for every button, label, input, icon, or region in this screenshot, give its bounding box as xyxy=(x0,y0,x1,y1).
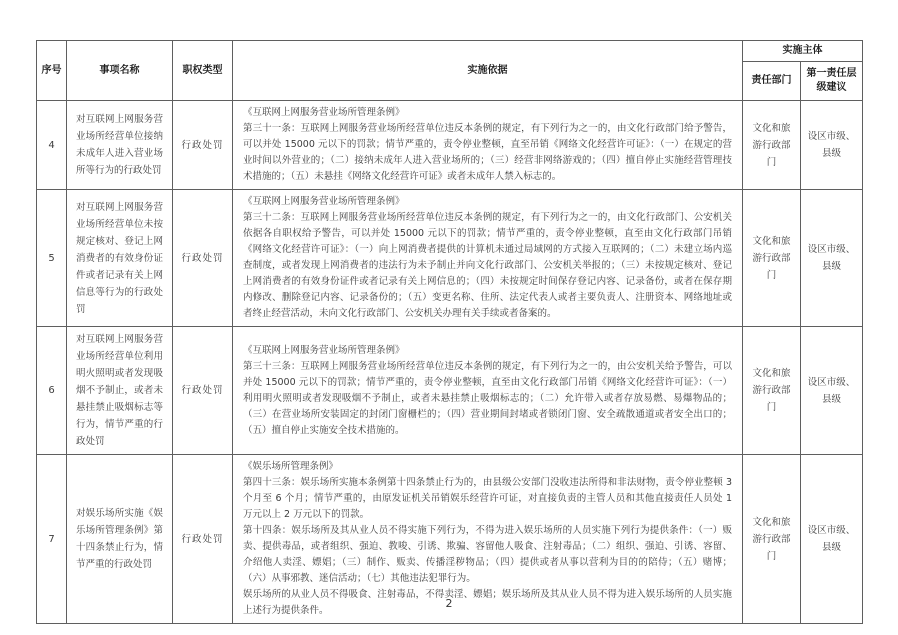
col-header-subject-group: 实施主体 xyxy=(743,41,863,62)
basis-paragraph: 《互联网上网服务营业场所管理条例》 xyxy=(243,107,405,118)
authority-type-cell: 行政处罚 xyxy=(173,327,233,455)
authority-type-cell: 行政处罚 xyxy=(173,190,233,327)
col-header-authority-type: 职权类型 xyxy=(173,41,233,101)
item-name-cell: 对互联网上网服务营业场所经营单位接纳未成年人进入营业场所等行为的行政处罚 xyxy=(67,101,173,190)
col-header-item-name: 事项名称 xyxy=(67,41,173,101)
basis-paragraph: 第三十一条：互联网上网服务营业场所经营单位违反本条例的规定，有下列行为之一的，由文化行政部门给予警告，可以并处 15000 元以下的罚款；情节严重的，责令停业整顿，直至吊销《网络文化经营许可证》：（一）在规定的营业时间以外营业的；（二）接纳未成年人进入营业场所的；（三）经营非网络游戏的；（四）擅自停止实施经营管理技术措施的；（五）未悬挂《网络文化经营许可证》或者未成年人禁入标志的。 xyxy=(243,123,732,182)
basis-paragraph: 第三十三条：互联网上网服务营业场所经营单位违反本条例的规定，有下列行为之一的，由公安机关给予警告，可以并处 15000 元以下的罚款；情节严重的，责令停业整顿，直至由文化行政部门吊销《网络文化经营许可证》：（一）利用明火照明或者发现吸烟不予制止，或者未悬挂禁止吸烟标志的；（二）允许带入或者存放易燃、易爆物品的；（三）在营业场所安装固定的封闭门窗栅栏的；（四）营业期间封堵或者锁闭门窗、安全疏散通道或者安全出口的；（五）擅自停止实施安全技术措施的。 xyxy=(243,360,732,436)
authority-matrix-table xyxy=(36,40,863,624)
item-name-cell: 对互联网上网服务营业场所经营单位未按规定核对、登记上网消费者的有效身份证件或者记录有关上网信息等行为的行政处罚 xyxy=(67,190,173,327)
col-header-basis: 实施依据 xyxy=(233,41,743,101)
basis-cell xyxy=(233,190,743,327)
page-number: 2 xyxy=(445,597,453,610)
dept-cell: 文化和旅游行政部门 xyxy=(743,327,801,455)
dept-cell: 文化和旅游行政部门 xyxy=(743,190,801,327)
col-header-seq: 序号 xyxy=(37,41,67,101)
basis-paragraph: 《娱乐场所管理条例》 xyxy=(243,461,339,472)
basis-paragraph: 第四十三条：娱乐场所实施本条例第十四条禁止行为的，由县级公安部门没收违法所得和非法财物，责令停业整顿 3 个月至 6 个月；情节严重的，由原发证机关吊销娱乐经营许可证，对直接负责的主管人员和其他直接责任人员处 1 万元以上 2 万元以下的罚款。 xyxy=(243,477,732,520)
table-row xyxy=(37,101,863,190)
table-body xyxy=(37,101,863,624)
basis-paragraph: 第十四条：娱乐场所及其从业人员不得实施下列行为，不得为进入娱乐场所的人员实施下列行为提供条件：（一）贩卖、提供毒品，或者组织、强迫、教唆、引诱、欺骗、容留他人吸食、注射毒品；（二）组织、强迫、引诱、容留、介绍他人卖淫、嫖娼；（三）制作、贩卖、传播淫秽物品；（四）提供或者从事以营利为目的的陪侍；（五）赌博；（六）从事邪教、迷信活动；（七）其他违法犯罪行为。 xyxy=(243,525,732,584)
table-row xyxy=(37,190,863,327)
seq-cell: 5 xyxy=(37,190,67,327)
level-cell: 设区市级、县级 xyxy=(801,190,863,327)
seq-cell: 7 xyxy=(37,455,67,624)
item-name-cell: 对互联网上网服务营业场所经营单位利用明火照明或者发现吸烟不予制止，或者未悬挂禁止吸烟标志等行为，情节严重的行政处罚 xyxy=(67,327,173,455)
item-name-cell: 对娱乐场所实施《娱乐场所管理条例》第十四条禁止行为，情节严重的行政处罚 xyxy=(67,455,173,624)
level-cell: 设区市级、县级 xyxy=(801,327,863,455)
authority-type-cell: 行政处罚 xyxy=(173,455,233,624)
basis-paragraph: 第三十二条：互联网上网服务营业场所经营单位违反本条例的规定，有下列行为之一的，由文化行政部门、公安机关依据各自职权给予警告，可以并处 15000 元以下的罚款；情节严重的，责令停业整顿，直至由文化行政部门吊销《网络文化经营许可证》：（一）向上网消费者提供的计算机未通过局域网的方式接入互联网的；（二）未建立场内巡查制度，或者发现上网消费者的违法行为未予制止并向文化行政部门、公安机关举报的；（三）未按规定核对、登记上网消费者的有效身份证件或者记录有关上网信息的；（四）未按规定时间保存登记内容、记录备份，或者在保存期内修改、删除登记内容、记录备份的；（五）变更名称、住所、法定代表人或者主要负责人、注册资本、网络地址或者终止经营活动，未向文化行政部门、公安机关办理有关手续或者备案的。 xyxy=(243,212,732,319)
basis-cell xyxy=(233,101,743,190)
dept-cell: 文化和旅游行政部门 xyxy=(743,455,801,624)
col-header-responsible-dept: 责任部门 xyxy=(743,62,801,101)
authority-type-cell: 行政处罚 xyxy=(173,101,233,190)
basis-paragraph: 娱乐场所的从业人员不得吸食、注射毒品，不得卖淫、嫖娼；娱乐场所及其从业人员不得为进入娱乐场所的人员实施上述行为提供条件。 xyxy=(243,589,732,616)
seq-cell: 6 xyxy=(37,327,67,455)
basis-cell xyxy=(233,327,743,455)
basis-paragraph: 《互联网上网服务营业场所管理条例》 xyxy=(243,196,405,207)
dept-cell: 文化和旅游行政部门 xyxy=(743,101,801,190)
seq-cell: 4 xyxy=(37,101,67,190)
table-header xyxy=(37,41,863,101)
table-row xyxy=(37,327,863,455)
level-cell: 设区市级、县级 xyxy=(801,101,863,190)
col-header-first-level: 第一责任层级建议 xyxy=(801,62,863,101)
level-cell: 设区市级、县级 xyxy=(801,455,863,624)
basis-paragraph: 《互联网上网服务营业场所管理条例》 xyxy=(243,344,405,356)
